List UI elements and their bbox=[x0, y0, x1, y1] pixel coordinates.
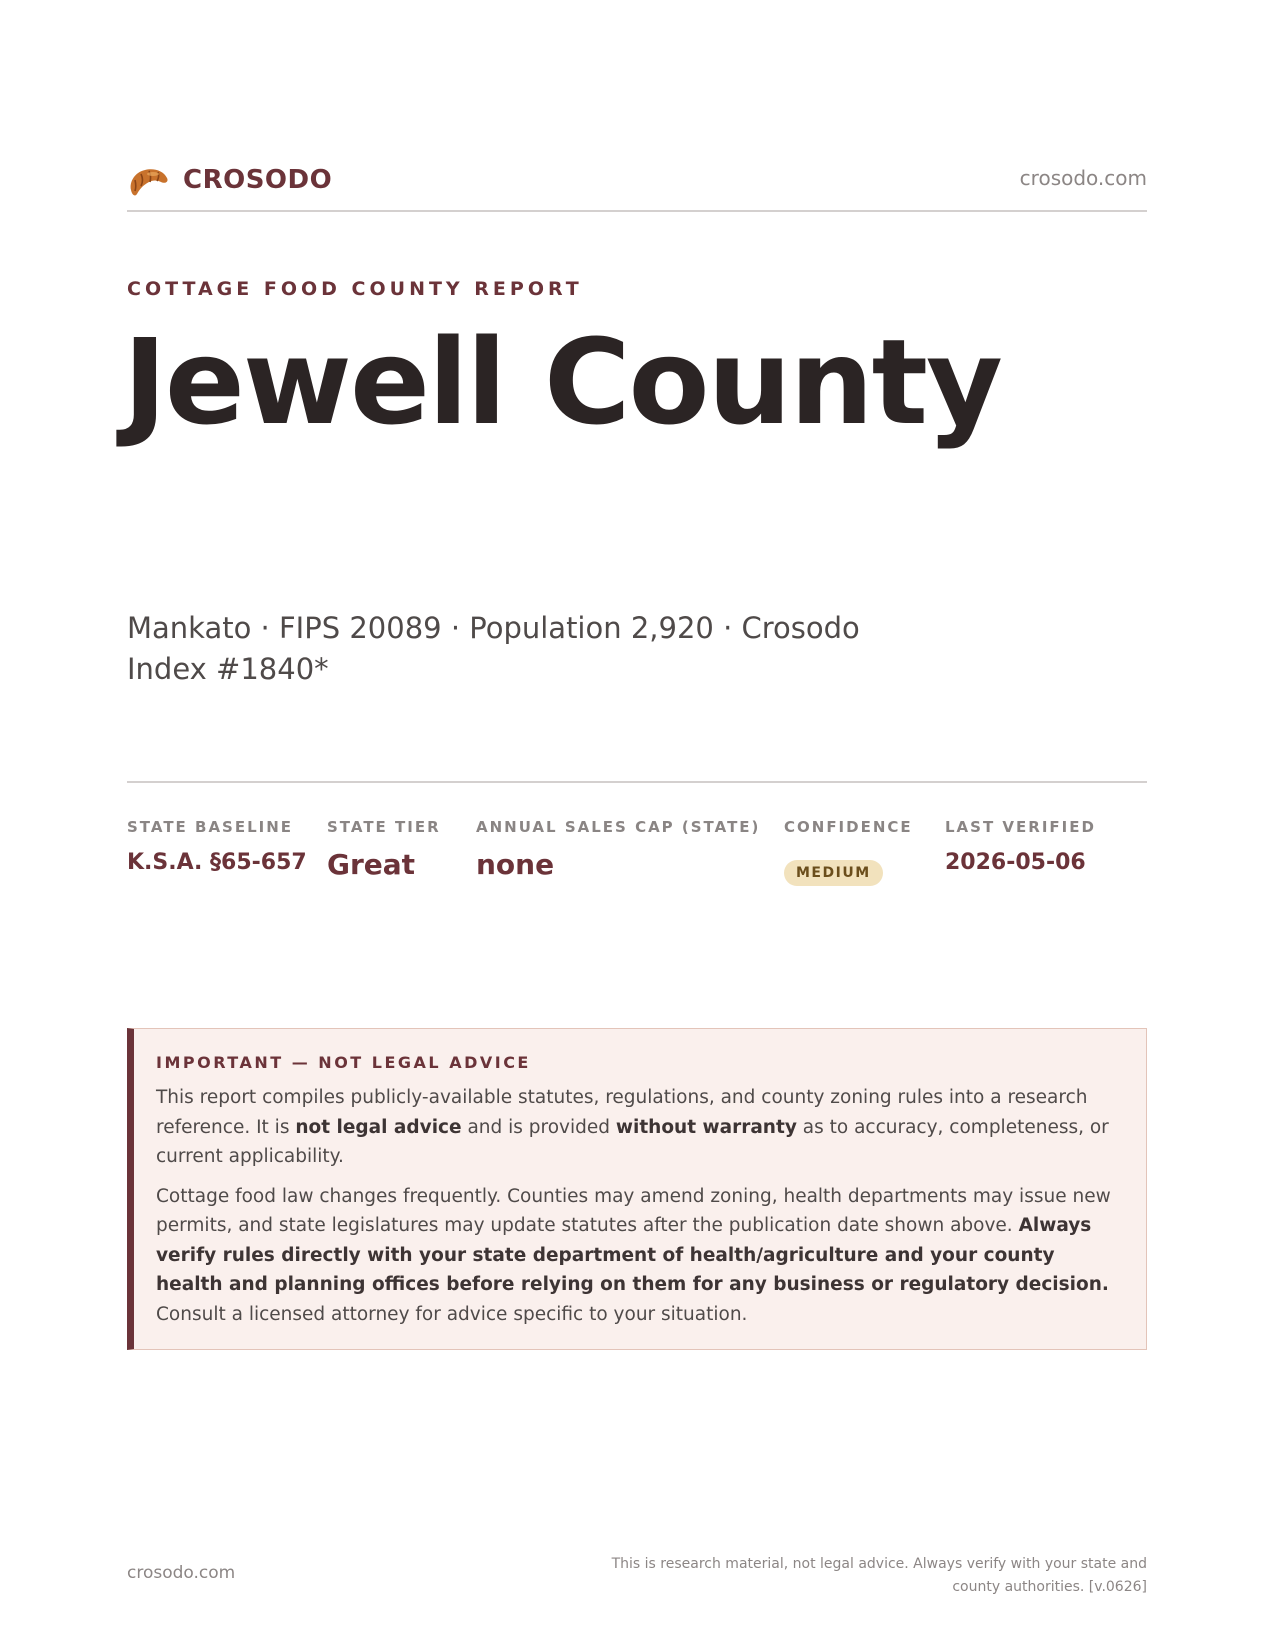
notice-body bbox=[156, 1083, 1124, 1339]
croissant-icon bbox=[127, 160, 171, 200]
stat-confidence bbox=[784, 818, 913, 886]
confidence-badge: MEDIUM bbox=[784, 860, 883, 886]
stat-state-tier bbox=[327, 818, 441, 881]
stat-label: STATE TIER bbox=[327, 818, 441, 836]
legal-notice bbox=[127, 1028, 1147, 1350]
notice-text: This report compiles publicly-available statutes, regulations, and county zoning rules into a research reference. It is bbox=[156, 1087, 1088, 1138]
notice-text: and is provided bbox=[461, 1116, 616, 1138]
stat-label: ANNUAL SALES CAP (STATE) bbox=[476, 818, 761, 836]
notice-emphasis: Always verify rules directly with your state department of health/agriculture and your county health and planning offices before relying on them for any business or regulatory decision. bbox=[156, 1215, 1109, 1295]
notice-text: as to accuracy, completeness, or current applicability. bbox=[156, 1116, 1109, 1167]
stat-last-verified bbox=[945, 818, 1096, 875]
stat-value: 2026-05-06 bbox=[945, 850, 1086, 875]
notice-paragraph bbox=[156, 1083, 1124, 1172]
report-subtitle: Mankato · FIPS 20089 · Population 2,920 · Crosodo Index #1840* bbox=[127, 611, 860, 686]
stat-state-baseline bbox=[127, 818, 307, 875]
footer-disclaimer: This is research material, not legal advice. Always verify with your state and county authorities. [v.0626] bbox=[611, 1556, 1147, 1595]
stat-label: LAST VERIFIED bbox=[945, 818, 1096, 836]
stat-annual-sales-cap bbox=[476, 818, 760, 881]
brand bbox=[127, 160, 332, 200]
notice-text: Cottage food law changes frequently. Counties may amend zoning, health departments may issue new permits, and state legislatures may update statutes after the publication date shown above. bbox=[156, 1185, 1111, 1236]
footer-site-link[interactable]: crosodo.com bbox=[127, 1563, 236, 1583]
divider bbox=[127, 781, 1147, 783]
notice-emphasis: not legal advice bbox=[295, 1116, 462, 1138]
report-eyebrow: COTTAGE FOOD COUNTY REPORT bbox=[127, 278, 583, 300]
page-header bbox=[127, 150, 1147, 212]
notice-emphasis: without warranty bbox=[615, 1116, 797, 1138]
brand-name: CROSODO bbox=[183, 165, 333, 195]
page-title: Jewell County bbox=[123, 313, 1001, 451]
stat-label: CONFIDENCE bbox=[784, 818, 913, 836]
stat-value: none bbox=[476, 848, 555, 881]
header-site-link[interactable]: crosodo.com bbox=[1019, 166, 1147, 190]
stat-label: STATE BASELINE bbox=[127, 818, 294, 836]
report-page bbox=[123, 0, 1147, 1650]
notice-heading: IMPORTANT — NOT LEGAL ADVICE bbox=[156, 1053, 531, 1072]
stat-value: K.S.A. §65-657 bbox=[127, 850, 307, 875]
notice-text: Consult a licensed attorney for advice specific to your situation. bbox=[156, 1303, 748, 1325]
notice-paragraph bbox=[156, 1182, 1124, 1330]
stat-value: Great bbox=[327, 848, 416, 881]
